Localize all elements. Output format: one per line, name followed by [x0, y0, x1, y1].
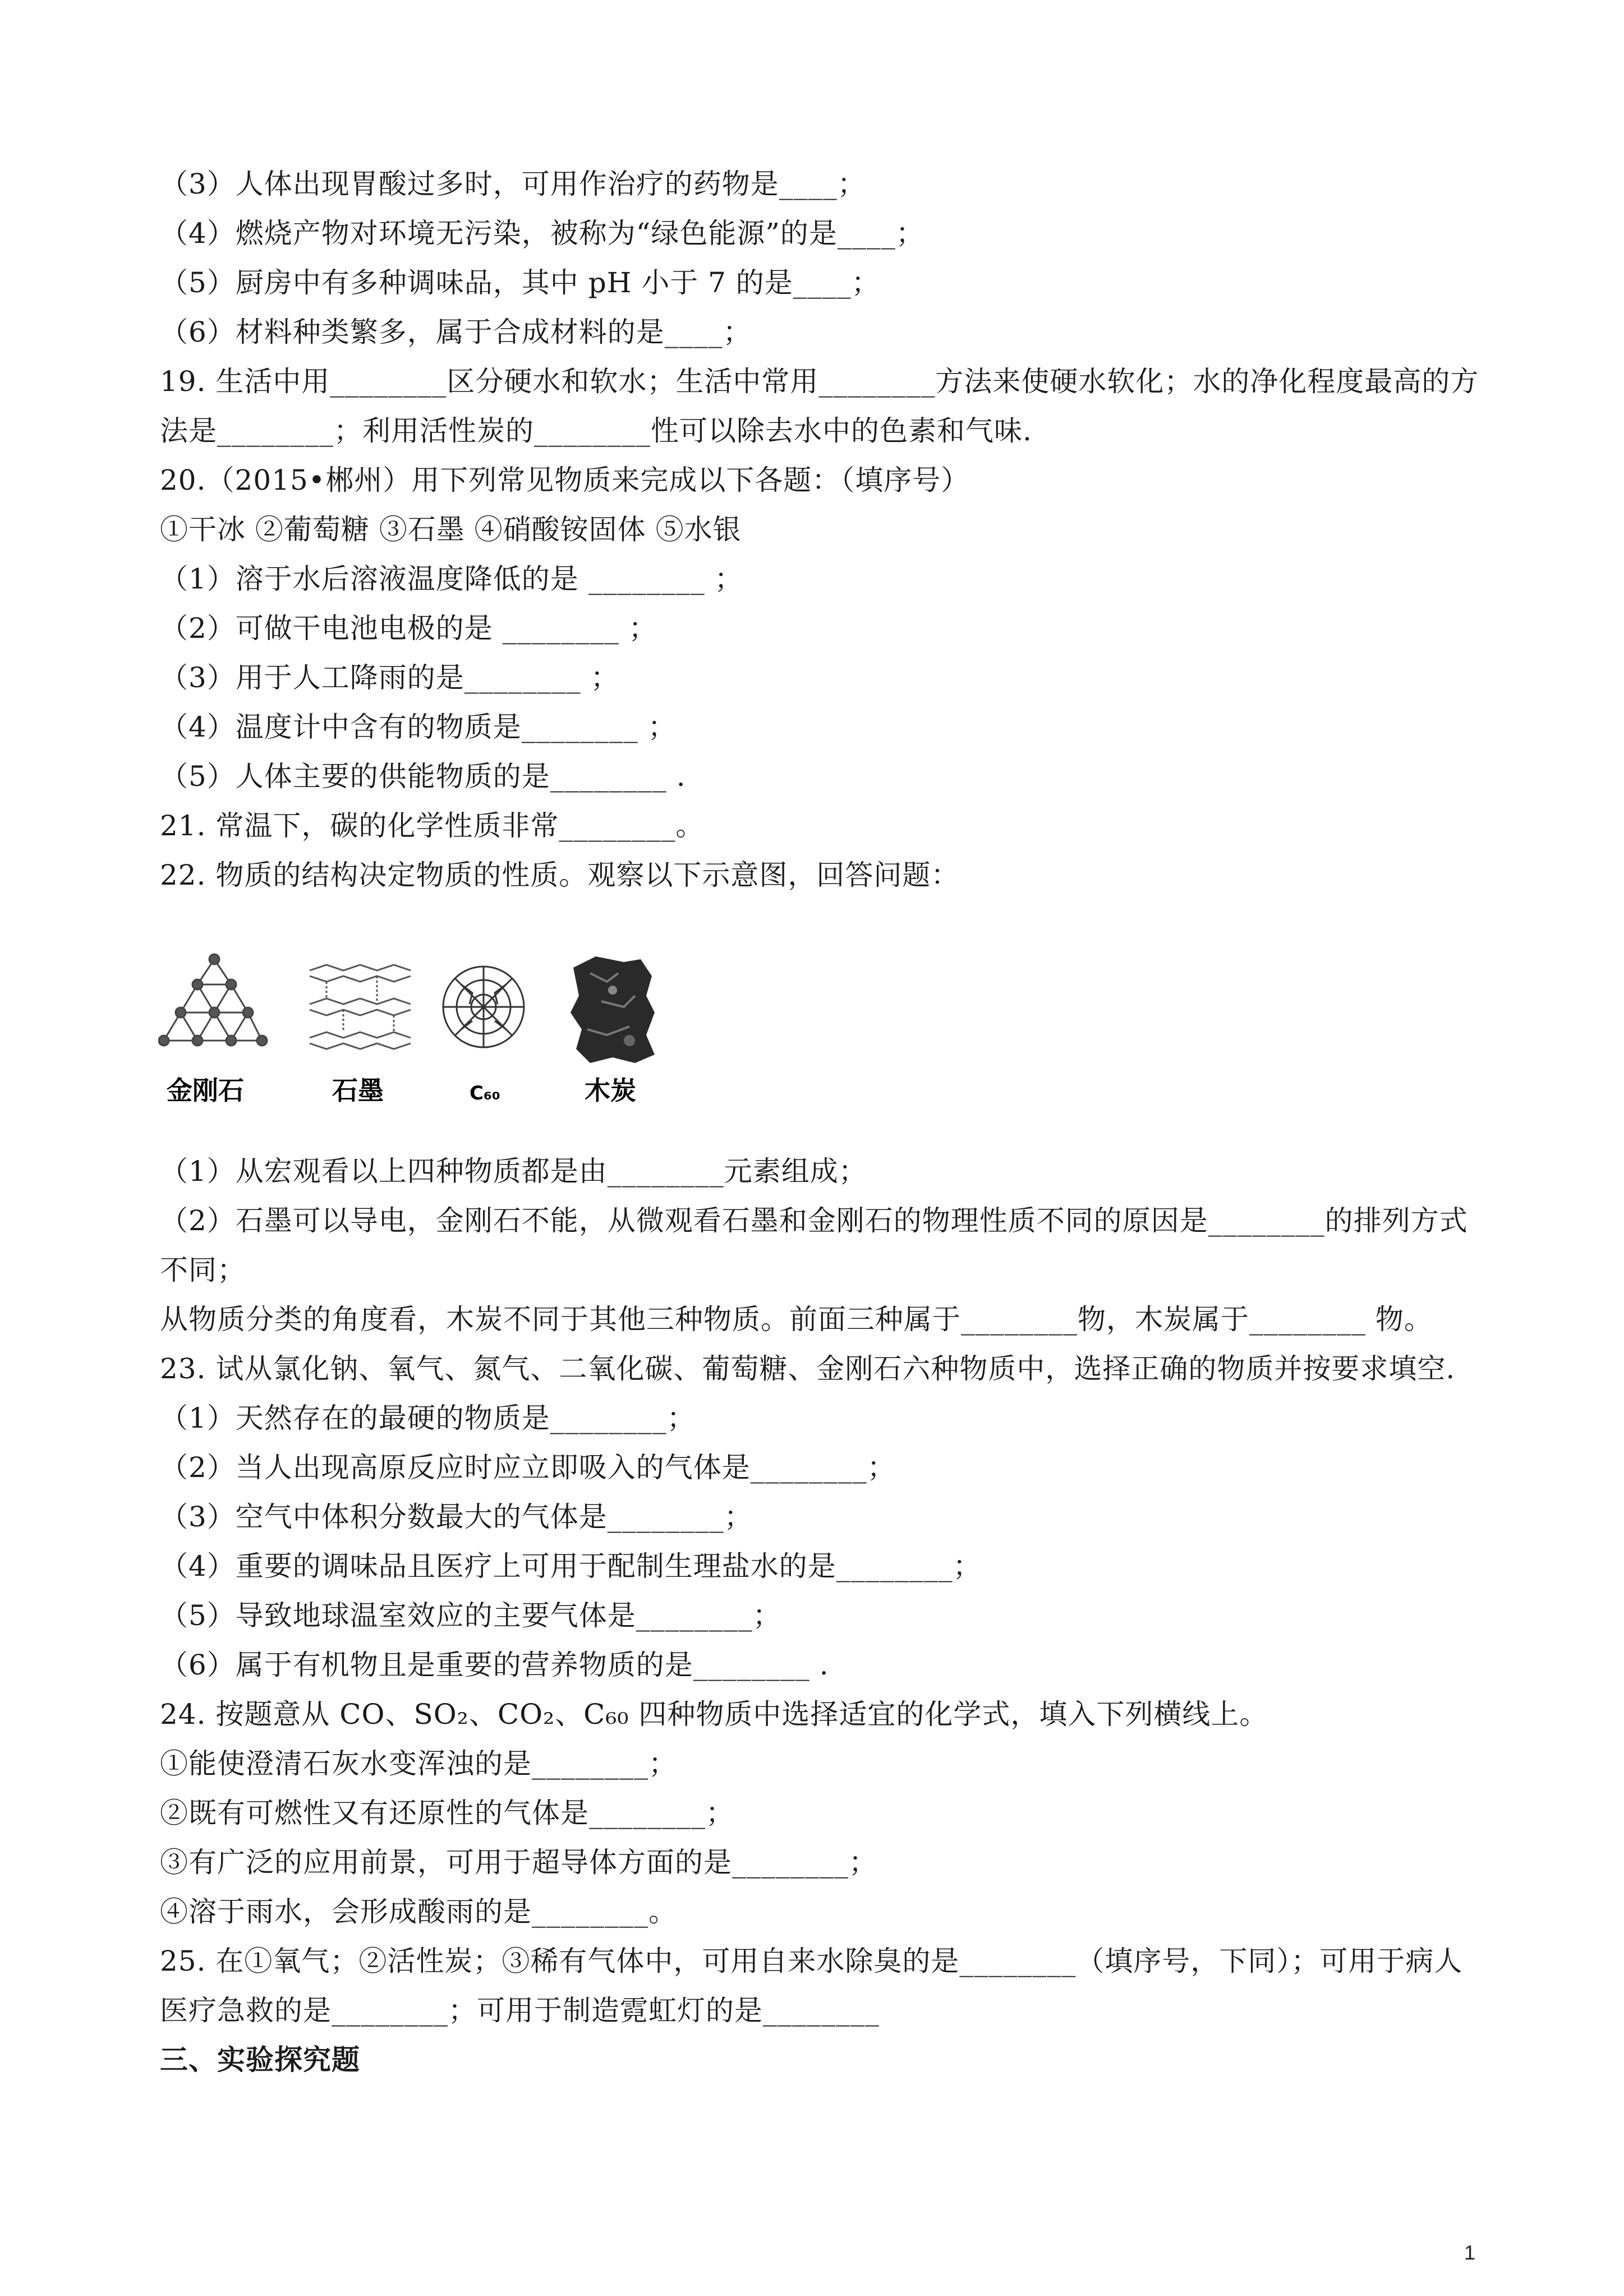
text-line: 20.（2015•郴州）用下列常见物质来完成以下各题：（填序号）: [160, 464, 970, 496]
text-line: （2）当人出现高原反应时应立即吸入的气体是________；: [160, 1451, 896, 1484]
text-line: 25. 在①氧气；②活性炭；③稀有气体中，可用自来水除臭的是________（填序号，下同）；可用于病人: [160, 1945, 1463, 1977]
figure-label-diamond: 金刚石: [167, 1075, 244, 1106]
text-line: （6）属于有机物且是重要的营养物质的是________ .: [160, 1649, 829, 1681]
text-line: （1）天然存在的最硬的物质是________；: [160, 1402, 696, 1434]
figure-label-graphite: 石墨: [332, 1075, 384, 1106]
text-line: （4）燃烧产物对环境无污染，被称为“绿色能源”的是____；: [160, 217, 924, 250]
text-line: ④溶于雨水，会形成酸雨的是________。: [160, 1895, 677, 1928]
text-line: 24. 按题意从 CO、SO₂、CO₂、C₆₀ 四种物质中选择适宜的化学式，填入下列横线上。: [160, 1698, 1268, 1731]
text-line: 19. 生活中用________区分硬水和软水；生活中常用________方法来使硬水软化；水的净化程度最高的方: [160, 365, 1479, 398]
text-line: （5）厨房中有多种调味品，其中 pH 小于 7 的是____；: [160, 266, 880, 299]
text-line: ①能使澄清石灰水变浑浊的是________；: [160, 1747, 677, 1780]
section-heading: 三、实验探究题: [160, 2044, 360, 2076]
text-line: （6）材料种类繁多，属于合成材料的是____；: [160, 316, 752, 348]
text-line: （5）人体主要的供能物质的是________ .: [160, 760, 686, 793]
text-line: （2）石墨可以导电，金刚石不能，从微观看石墨和金刚石的物理性质不同的原因是________的排列方式: [160, 1204, 1468, 1237]
text-line: 从物质分类的角度看，木炭不同于其他三种物质。前面三种属于________物，木炭属于________ 物。: [160, 1303, 1433, 1336]
text-line: 医疗急救的是________；可用于制造霓虹灯的是________: [160, 1994, 880, 2027]
text-line: 不同；: [160, 1254, 246, 1286]
carbon-allotropes-figure: [158, 951, 663, 1114]
charcoal-icon: [571, 956, 655, 1063]
text-line: （5）导致地球温室效应的主要气体是________；: [160, 1599, 781, 1632]
text-line: ②既有可燃性又有还原性的气体是________；: [160, 1797, 734, 1829]
text-line: （3）空气中体积分数最大的气体是________；: [160, 1501, 753, 1533]
text-line: 21. 常温下，碳的化学性质非常________。: [160, 809, 705, 842]
text-line: （4）重要的调味品且医疗上可用于配制生理盐水的是________；: [160, 1550, 982, 1582]
text-line: ③有广泛的应用前景，可用于超导体方面的是________；: [160, 1846, 877, 1879]
text-line: （2）可做干电池电极的是 ________ ；: [160, 612, 657, 645]
figure-label-c60: C₆₀: [470, 1082, 500, 1105]
text-line: （4）温度计中含有的物质是________ ；: [160, 711, 677, 743]
text-line: 法是________；利用活性炭的________性可以除去水中的色素和气味.: [160, 415, 1032, 447]
page-number: 1: [1464, 2241, 1476, 2264]
c60-structure-icon: [443, 967, 524, 1047]
figure-label-charcoal: 木炭: [585, 1075, 636, 1106]
text-line: 23. 试从氯化钠、氧气、氮气、二氧化碳、葡萄糖、金刚石六种物质中，选择正确的物质并按要求填空.: [160, 1352, 1456, 1385]
text-line: （3）人体出现胃酸过多时，可用作治疗的药物是____；: [160, 168, 866, 200]
text-line: （3）用于人工降雨的是________ ；: [160, 661, 619, 694]
text-line: （1）溶于水后溶液温度降低的是 ________ ；: [160, 563, 743, 595]
graphite-structure-icon: [310, 965, 411, 1049]
text-line: （1）从宏观看以上四种物质都是由________元素组成；: [160, 1155, 867, 1188]
text-line: 22. 物质的结构决定物质的性质。观察以下示意图，回答问题：: [160, 859, 960, 891]
text-line: ①干冰 ②葡萄糖 ③石墨 ④硝酸铵固体 ⑤水银: [160, 513, 742, 546]
diamond-structure-icon: [159, 954, 267, 1046]
